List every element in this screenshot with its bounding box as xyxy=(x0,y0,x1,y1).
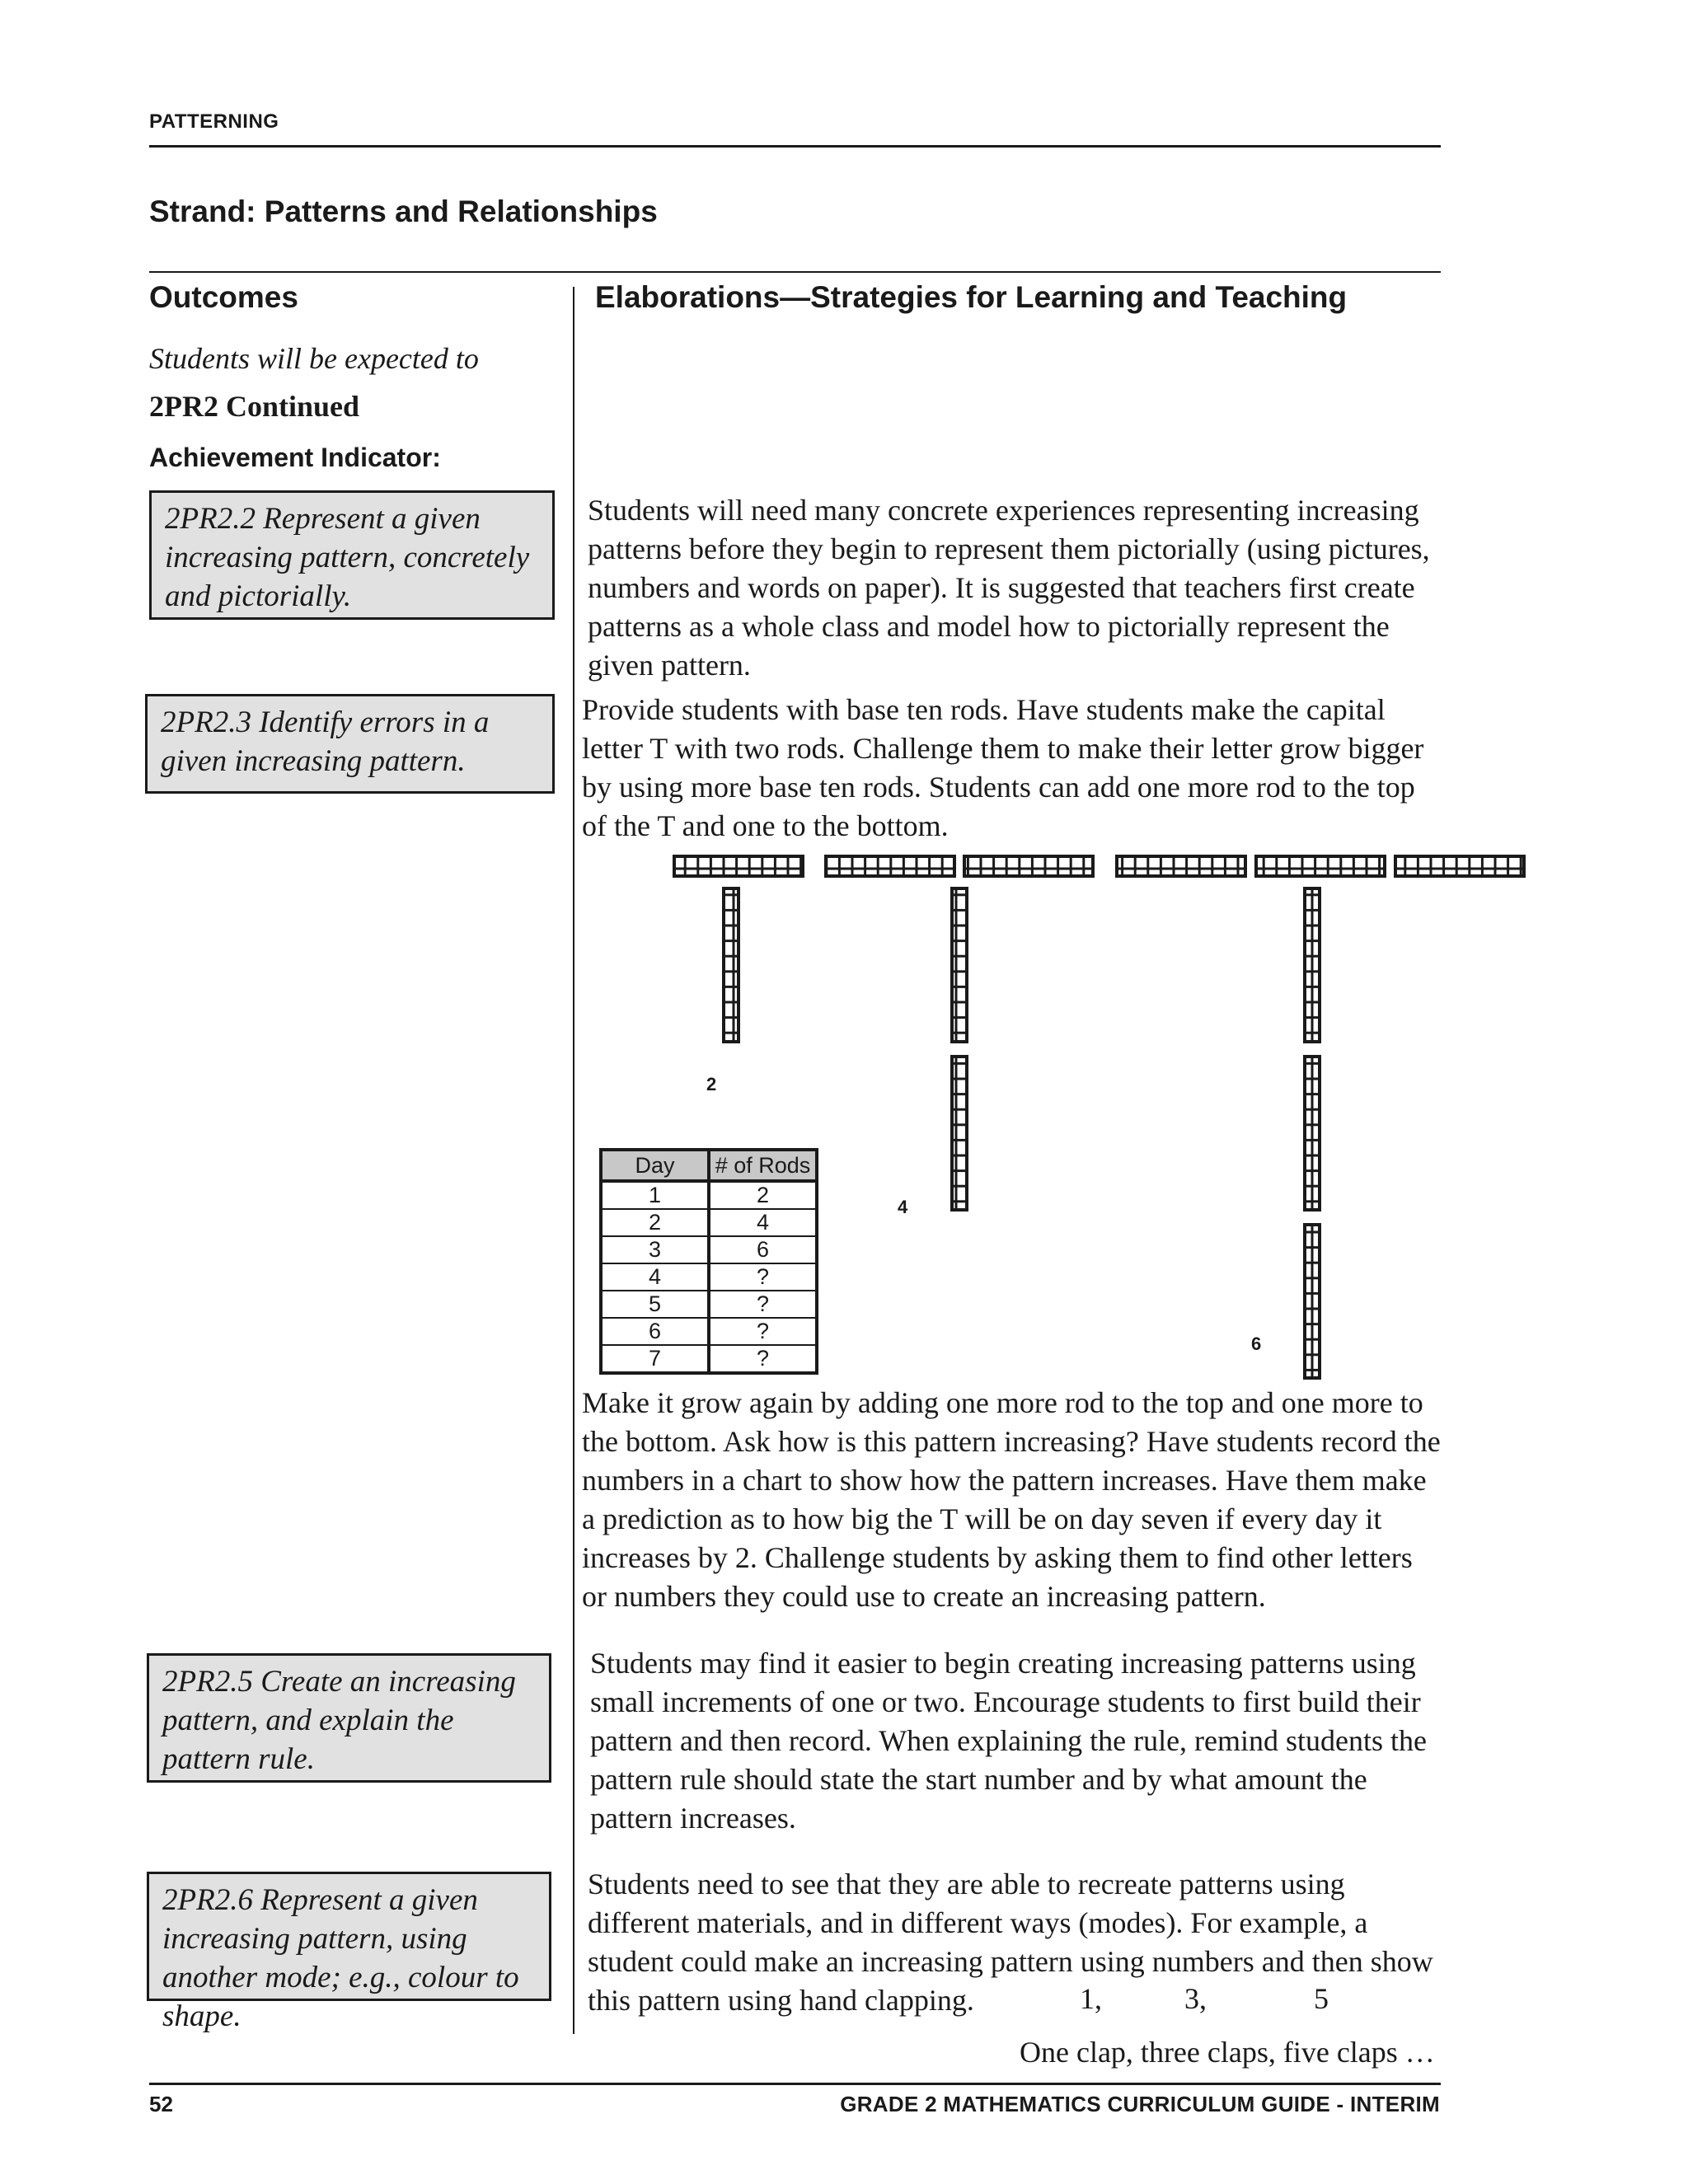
figure-label-6: 6 xyxy=(1251,1333,1262,1354)
outcomes-intro: Students will be expected to xyxy=(149,342,479,375)
indicator-2pr2-5: 2PR2.5 Create an increasing pattern, and explain the pattern rule. xyxy=(147,1653,551,1783)
table-header-row xyxy=(601,1150,817,1181)
figure-label-2: 2 xyxy=(706,1074,717,1094)
paragraph-different-modes: Students need to see that they are able to recreate patterns using different materials, and in different ways (modes). For example, a student could make an increasing pattern using numbers and then show this pattern using hand clapping. xyxy=(588,1868,1433,2017)
elaborations-heading: Elaborations—Strategies for Learning and Teaching xyxy=(595,280,1348,314)
table-row xyxy=(601,1263,817,1291)
table-cell: ? xyxy=(709,1263,817,1291)
strand-title: Strand: Patterns and Relationships xyxy=(149,194,658,228)
footer-title: GRADE 2 MATHEMATICS CURRICULUM GUIDE - INTERIM xyxy=(840,2092,1440,2116)
table-cell: 6 xyxy=(709,1236,817,1263)
rod-h-t6-b xyxy=(1256,856,1385,876)
clap-number-1: 1, xyxy=(1080,1982,1102,2015)
outcome-code: 2PR2 Continued xyxy=(149,390,360,423)
rod-h-t2 xyxy=(674,856,803,876)
rod-v-t6-b xyxy=(1305,1057,1320,1210)
table-cell: ? xyxy=(709,1291,817,1318)
page-number: 52 xyxy=(149,2092,173,2116)
column-divider xyxy=(573,287,574,2034)
paragraph-small-increments: Students may find it easier to begin creating increasing patterns using small increments of one or two. Encourage students to first build their pattern and then record. When explaining the rule, remind students the pattern rule should state the start number and by what amount the pattern increases. xyxy=(590,1647,1428,1835)
table-cell: ? xyxy=(709,1345,817,1373)
paragraph-grow-again: Make it grow again by adding one more rod to the top and one more to the bottom. Ask how is this pattern increasing? Have students record the numbers in a chart to show how the pattern increases. Have them make a prediction as to how big the T will be on day seven if every day it increases by 2. Challenge students by asking them to find other letters or numbers they could use to create an increasing pattern. xyxy=(582,1386,1441,1613)
table-header-rods: # of Rods xyxy=(709,1150,817,1181)
rods-table xyxy=(599,1148,818,1375)
rod-v-t2 xyxy=(724,888,738,1042)
table-row xyxy=(601,1345,817,1373)
rod-h-t4-b xyxy=(964,856,1093,876)
table-cell: 2 xyxy=(709,1181,817,1209)
table-cell: ? xyxy=(709,1318,817,1345)
paragraph-concrete-experiences: Students will need many concrete experiences representing increasing patterns before they begin to represent them pictorially (using pictures, numbers and words on paper). It is suggested that teachers first create patterns as a whole class and model how to pictorially represent the given pattern. xyxy=(588,494,1430,682)
outcomes-heading: Outcomes xyxy=(149,280,298,314)
rod-h-t6-a xyxy=(1117,856,1245,876)
table-cell: 4 xyxy=(709,1209,817,1236)
paragraph-base-ten-rods: Provide students with base ten rods. Have students make the capital letter T with two rods. Challenge them to make their letter grow bigger by using more base ten rods. Students can add one more rod to the top of the T and one to the bottom. xyxy=(582,693,1424,842)
table-row xyxy=(601,1291,817,1318)
table-cell: 6 xyxy=(601,1318,709,1345)
table-header-day: Day xyxy=(601,1150,709,1181)
table-cell: 3 xyxy=(601,1236,709,1263)
rod-h-t4-a xyxy=(826,856,954,876)
table-cell: 1 xyxy=(601,1181,709,1209)
clap-description: One clap, three claps, five claps … xyxy=(1020,2036,1435,2069)
strand-rule xyxy=(149,271,1441,273)
rod-v-t6-c xyxy=(1305,1225,1320,1378)
rod-v-t6-a xyxy=(1305,888,1320,1042)
rod-h-t6-c xyxy=(1395,856,1524,876)
table-cell: 2 xyxy=(601,1209,709,1236)
table-cell: 5 xyxy=(601,1291,709,1318)
table-cell: 4 xyxy=(601,1263,709,1291)
figure-label-4: 4 xyxy=(898,1197,908,1217)
achievement-indicator-label: Achievement Indicator: xyxy=(149,443,441,472)
header-rule xyxy=(149,145,1441,148)
table-row xyxy=(601,1318,817,1345)
clap-number-5: 5 xyxy=(1314,1982,1329,2015)
indicator-2pr2-2: 2PR2.2 Represent a given increasing pattern, concretely and pictorially. xyxy=(149,490,555,620)
table-row xyxy=(601,1209,817,1236)
footer-rule xyxy=(149,2083,1441,2085)
indicator-2pr2-6: 2PR2.6 Represent a given increasing pattern, using another mode; e.g., colour to shape. xyxy=(147,1872,551,2001)
rod-v-t4-a xyxy=(952,888,967,1042)
table-row xyxy=(601,1236,817,1263)
clap-number-3: 3, xyxy=(1184,1982,1207,2015)
table-cell: 7 xyxy=(601,1345,709,1373)
section-label: PATTERNING xyxy=(149,110,279,133)
rod-v-t4-b xyxy=(952,1057,967,1210)
indicator-2pr2-3: 2PR2.3 Identify errors in a given increasing pattern. xyxy=(145,694,555,794)
table-row xyxy=(601,1181,817,1209)
